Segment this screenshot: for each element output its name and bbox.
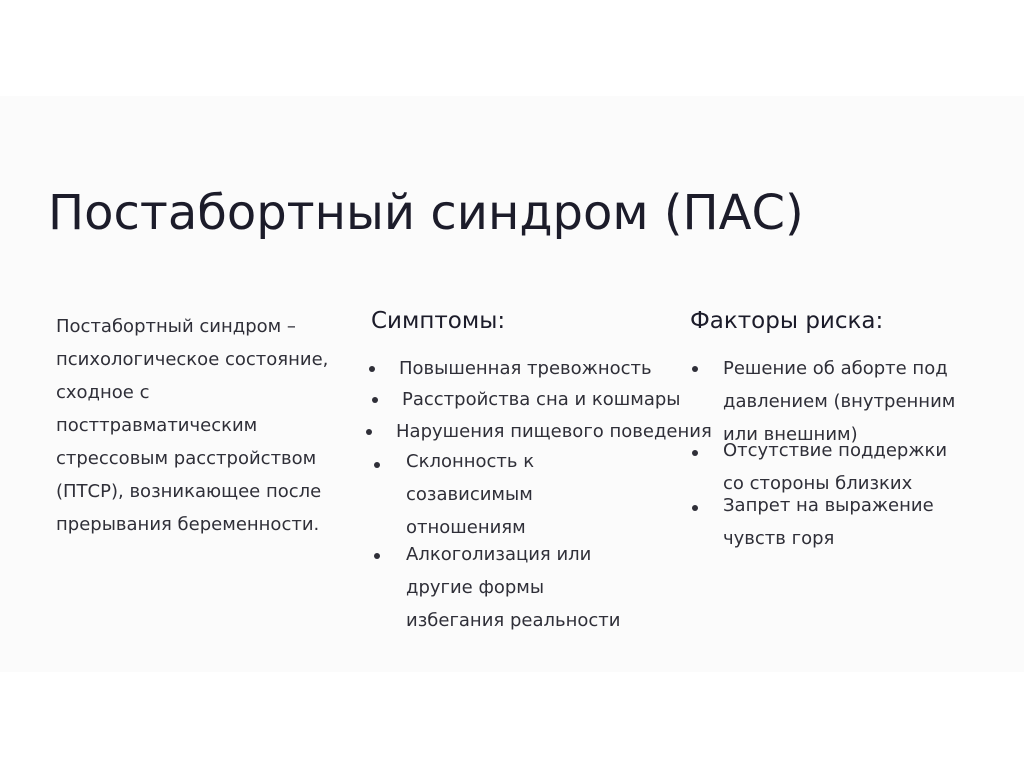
intro-text: Постабортный синдром – психологическое состояние, сходное с посттравматическим стрессовым расстройством (ПТСР), возникающее после прерывания беременности. — [56, 316, 329, 535]
risk-factors-heading: Факторы риска: — [690, 308, 884, 334]
bullet-icon — [372, 397, 378, 403]
bullet-icon — [374, 553, 380, 559]
symptoms-heading: Симптомы: — [371, 308, 506, 334]
bullet-icon — [374, 462, 380, 468]
slide-title: Постабортный синдром (ПАС) — [48, 185, 804, 241]
bullet-icon — [692, 450, 698, 456]
bullet-icon — [692, 366, 698, 372]
bullet-icon — [369, 366, 375, 372]
bullet-icon — [692, 505, 698, 511]
bullet-icon — [366, 429, 372, 435]
